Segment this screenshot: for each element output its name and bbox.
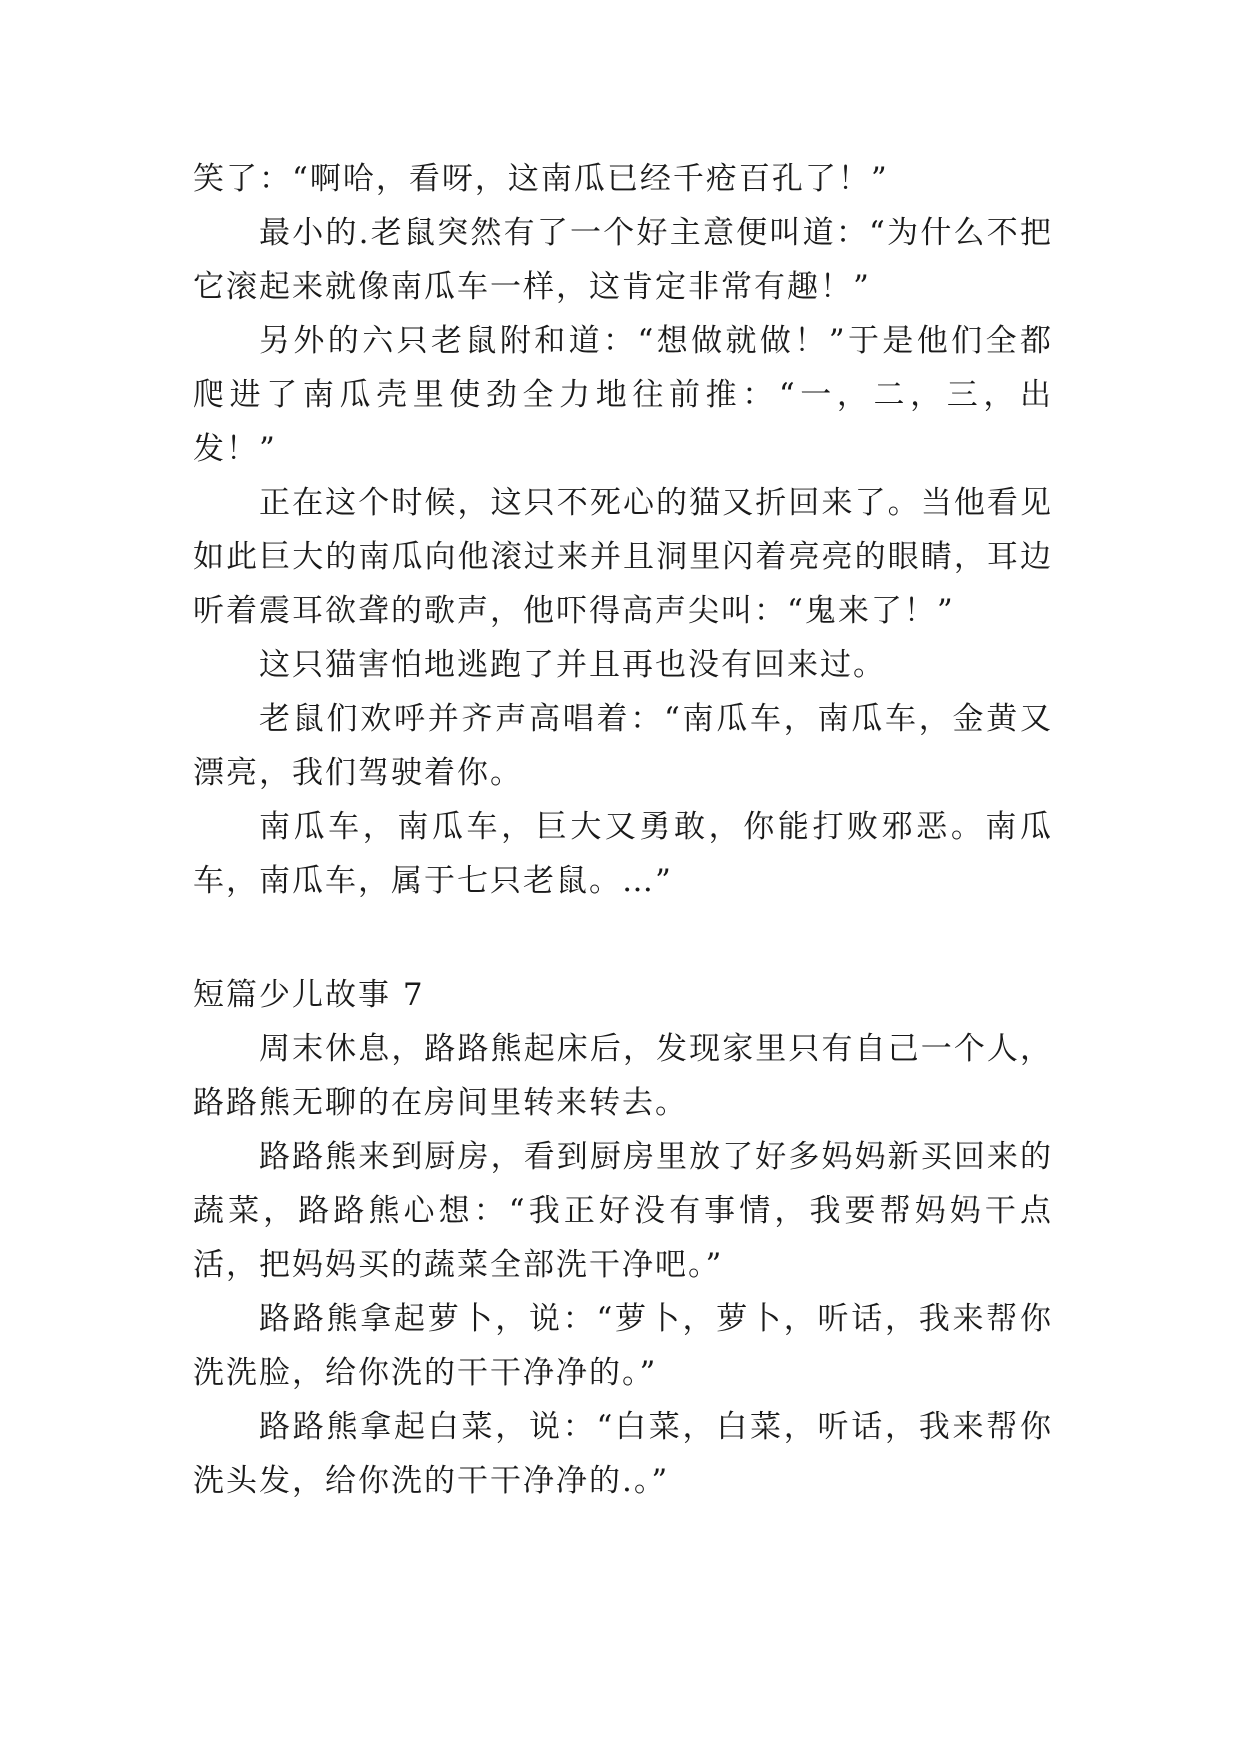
paragraph: 南瓜车，南瓜车，巨大又勇敢，你能打败邪恶。南瓜车，南瓜车，属于七只老鼠。…” (193, 809, 1053, 899)
paragraph: 笑了：“啊哈，看呀，这南瓜已经千疮百孔了！” (193, 161, 889, 197)
paragraph: 最小的.老鼠突然有了一个好主意便叫道：“为什么不把它滚起来就像南瓜车一样，这肯定非常有趣！” (193, 215, 1053, 305)
paragraph: 另外的六只老鼠附和道：“想做就做！”于是他们全都爬进了南瓜壳里使劲全力地往前推：“一，二，三，出发！” (193, 323, 1053, 467)
paragraph: 正在这个时候，这只不死心的猫又折回来了。当他看见如此巨大的南瓜向他滚过来并且洞里闪着亮亮的眼睛，耳边听着震耳欲聋的歌声，他吓得高声尖叫：“鬼来了！” (193, 485, 1053, 629)
paragraph: 这只猫害怕地逃跑了并且再也没有回来过。 (259, 647, 886, 683)
paragraph: 老鼠们欢呼并齐声高唱着：“南瓜车，南瓜车，金黄又漂亮，我们驾驶着你。 (193, 701, 1053, 791)
paragraph: 路路熊来到厨房，看到厨房里放了好多妈妈新买回来的蔬菜，路路熊心想：“我正好没有事情，我要帮妈妈干点活，把妈妈买的蔬菜全部洗干净吧。” (193, 1139, 1053, 1283)
document-page (193, 152, 1053, 1508)
paragraph: 周末休息，路路熊起床后，发现家里只有自己一个人，路路熊无聊的在房间里转来转去。 (193, 1031, 1053, 1121)
paragraph: 路路熊拿起白菜，说：“白菜，白菜，听话，我来帮你洗头发，给你洗的干干净净的.。” (193, 1409, 1053, 1499)
section-heading: 短篇少儿故事 7 (193, 977, 425, 1013)
paragraph: 路路熊拿起萝卜，说：“萝卜，萝卜，听话，我来帮你洗洗脸，给你洗的干干净净的。” (193, 1301, 1053, 1391)
